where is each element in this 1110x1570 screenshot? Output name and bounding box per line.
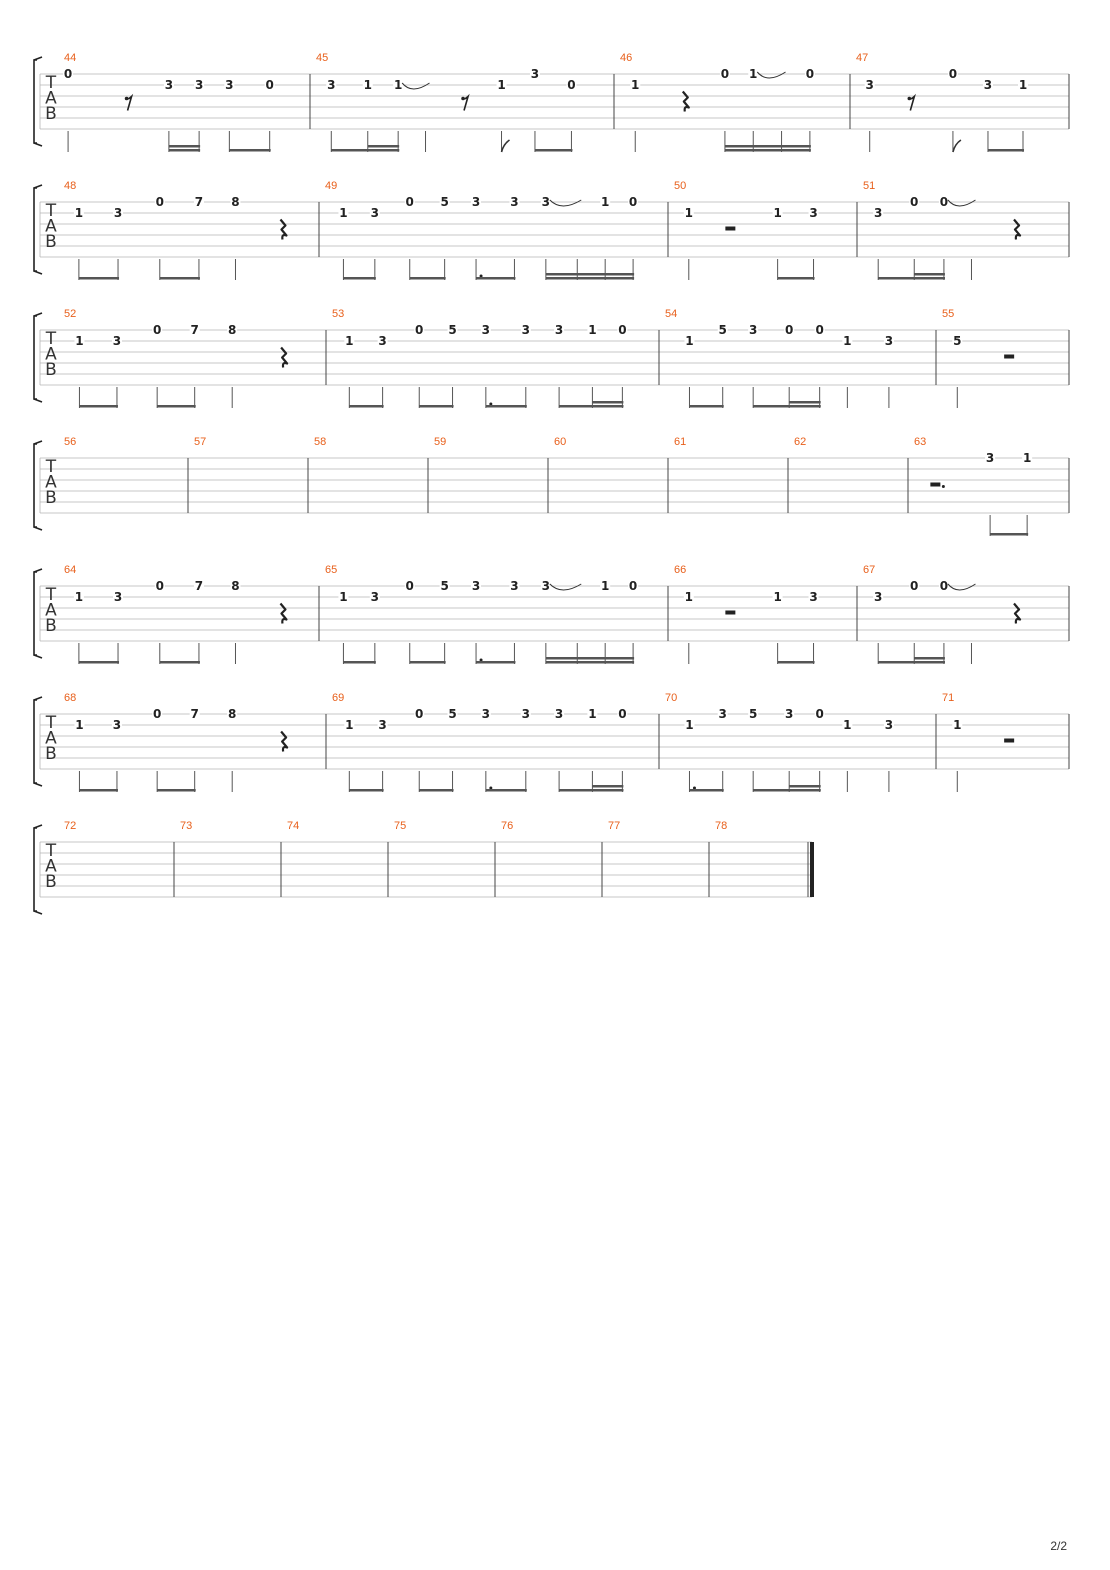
beam: [486, 405, 527, 408]
bracket-cap: [34, 697, 42, 700]
beam: [349, 405, 383, 408]
beam: [157, 405, 196, 408]
bracket-cap: [34, 783, 42, 786]
fret-number: 1: [339, 206, 348, 220]
fret-number: 1: [773, 206, 782, 220]
beam: [79, 405, 118, 408]
fret-number: 0: [815, 323, 824, 337]
bracket-cap: [34, 57, 42, 60]
fret-number: 1: [749, 67, 758, 81]
beam: [160, 277, 200, 280]
fret-number: 0: [948, 67, 958, 81]
beam: [990, 533, 1028, 536]
tab-clef-letter: T: [45, 457, 57, 477]
system-bracket: [34, 572, 37, 655]
beam: [157, 789, 196, 792]
beam: [592, 401, 623, 404]
half-rest: [930, 483, 940, 487]
fret-number: 7: [190, 707, 199, 721]
rest-dot: [942, 485, 945, 488]
fret-number: 0: [628, 579, 638, 593]
fret-number: 8: [228, 707, 237, 721]
fret-number: 1: [773, 590, 782, 604]
bracket-cap: [34, 569, 42, 572]
half-rest: [1004, 739, 1014, 743]
quarter-rest: [1014, 220, 1020, 240]
fret-number: 3: [884, 718, 894, 732]
measure-number: 77: [608, 820, 621, 832]
fret-number: 0: [63, 67, 73, 81]
fret-number: 3: [510, 579, 519, 593]
measure-number: 56: [64, 436, 77, 448]
beam: [725, 149, 811, 152]
tab-clef-letter: B: [45, 744, 57, 764]
measure-number: 72: [64, 820, 77, 832]
beam: [419, 789, 453, 792]
fret-number: 3: [327, 78, 336, 92]
fret-number: 1: [588, 707, 597, 721]
tab-clef-letter: B: [45, 616, 57, 636]
fret-number: 0: [415, 323, 424, 337]
fret-number: 0: [720, 67, 730, 81]
fret-number: 3: [884, 334, 894, 348]
fret-number: 5: [749, 707, 758, 721]
fret-number: 1: [684, 206, 693, 220]
tab-clef-letter: T: [45, 201, 57, 221]
fret-number: 1: [74, 206, 84, 220]
measure-number: 67: [863, 564, 876, 576]
measure-number: 46: [620, 52, 633, 64]
fret-number: 3: [985, 451, 995, 465]
fret-number: 1: [953, 718, 962, 732]
beam: [592, 785, 623, 788]
bracket-cap: [34, 271, 42, 274]
fret-number: 0: [152, 323, 162, 337]
beam: [419, 405, 453, 408]
beam: [486, 789, 527, 792]
measure-number: 60: [554, 436, 567, 448]
eighth-rest-dot: [908, 97, 912, 101]
beam: [546, 661, 634, 664]
measure-number: 61: [674, 436, 687, 448]
tie-arc: [550, 584, 581, 590]
eighth-rest-dot: [461, 97, 465, 101]
beam: [169, 145, 200, 148]
beam: [789, 785, 820, 788]
quarter-rest: [280, 220, 286, 240]
fret-number: 3: [809, 206, 818, 220]
beam: [789, 405, 820, 408]
bracket-cap: [34, 185, 42, 188]
tab-clef-letter: T: [45, 329, 57, 349]
fret-number: 1: [75, 718, 84, 732]
beam: [914, 661, 945, 664]
fret-number: 3: [194, 78, 204, 92]
fret-number: 8: [231, 195, 240, 209]
beam: [546, 657, 634, 660]
beam: [592, 405, 623, 408]
bracket-cap: [34, 655, 42, 658]
fret-number: 3: [554, 323, 564, 337]
fret-number: 1: [684, 590, 693, 604]
fret-number: 1: [685, 334, 694, 348]
system-bracket: [34, 444, 37, 527]
beam: [988, 149, 1024, 152]
fret-number: 0: [910, 579, 919, 593]
system-bracket: [34, 60, 37, 143]
measure-number: 45: [316, 52, 329, 64]
beam: [914, 273, 945, 276]
fret-number: 1: [363, 78, 372, 92]
eighth-rest-dot: [125, 97, 129, 101]
beam: [79, 661, 119, 664]
fret-number: 0: [805, 67, 815, 81]
measure-number: 51: [863, 180, 876, 192]
measure-number: 71: [942, 692, 955, 704]
fret-number: 5: [718, 323, 727, 337]
fret-number: 0: [939, 195, 949, 209]
fret-number: 0: [910, 195, 919, 209]
measure-number: 63: [914, 436, 927, 448]
measure-number: 55: [942, 308, 955, 320]
beam: [79, 277, 119, 280]
beam: [343, 277, 375, 280]
tab-clef-letter: T: [45, 73, 57, 93]
fret-number: 1: [75, 334, 84, 348]
bracket-cap: [34, 911, 42, 914]
bracket-cap: [34, 441, 42, 444]
tie-arc: [402, 83, 429, 89]
fret-number: 0: [618, 707, 627, 721]
measure-number: 74: [287, 820, 300, 832]
system-bracket: [34, 188, 37, 271]
fret-number: 5: [440, 579, 449, 593]
tie-arc: [757, 72, 785, 78]
measure-number: 47: [856, 52, 869, 64]
fret-number: 1: [345, 334, 354, 348]
fret-number: 1: [685, 718, 694, 732]
fret-number: 3: [481, 323, 491, 337]
bracket-cap: [34, 313, 42, 316]
bracket-cap: [34, 399, 42, 402]
beam: [476, 661, 515, 664]
beam: [592, 789, 623, 792]
beam: [914, 657, 945, 660]
final-barline-thick: [810, 842, 814, 897]
measure-number: 69: [332, 692, 345, 704]
beam: [546, 273, 634, 276]
measure-number: 48: [64, 180, 77, 192]
fret-number: 0: [152, 707, 162, 721]
fret-number: 1: [601, 195, 610, 209]
fret-number: 3: [785, 707, 794, 721]
fret-number: 3: [378, 718, 387, 732]
fret-number: 3: [983, 78, 993, 92]
measure-number: 66: [674, 564, 687, 576]
fret-number: 3: [541, 579, 551, 593]
tab-clef-letter: T: [45, 841, 57, 861]
measure-number: 49: [325, 180, 338, 192]
tie-arc: [948, 584, 976, 590]
tab-clef-letter: A: [45, 88, 57, 109]
measure-number: 53: [332, 308, 345, 320]
fret-number: 1: [1018, 78, 1028, 92]
tab-clef-letter: B: [45, 488, 57, 508]
fret-number: 3: [521, 323, 530, 337]
tab-clef-letter: A: [45, 472, 57, 493]
beam: [789, 401, 820, 404]
fret-number: 3: [865, 78, 874, 92]
system-bracket: [34, 316, 37, 399]
tab-clef-letter: A: [45, 856, 57, 877]
beam: [169, 149, 200, 152]
measure-number: 62: [794, 436, 807, 448]
measure-number: 44: [64, 52, 77, 64]
fret-number: 0: [155, 579, 164, 593]
beam: [410, 277, 446, 280]
fret-number: 1: [843, 334, 852, 348]
fret-number: 3: [481, 707, 491, 721]
fret-number: 0: [567, 78, 576, 92]
fret-number: 1: [345, 718, 354, 732]
note-flag: [502, 140, 510, 152]
fret-number: 3: [471, 579, 481, 593]
beam: [778, 277, 815, 280]
measure-number: 68: [64, 692, 77, 704]
beam: [368, 149, 399, 152]
quarter-rest: [281, 348, 287, 368]
measure-number: 54: [665, 308, 678, 320]
fret-number: 3: [554, 707, 564, 721]
half-rest: [1004, 355, 1014, 359]
fret-number: 8: [228, 323, 237, 337]
fret-number: 1: [339, 590, 348, 604]
fret-number: 1: [497, 78, 506, 92]
system-bracket: [34, 828, 37, 911]
fret-number: 5: [448, 323, 457, 337]
fret-number: 3: [471, 195, 481, 209]
fret-number: 3: [112, 718, 122, 732]
beam: [410, 661, 446, 664]
fret-number: 3: [112, 334, 122, 348]
fret-number: 7: [190, 323, 199, 337]
beam: [343, 661, 375, 664]
fret-number: 0: [405, 195, 414, 209]
measure-number: 58: [314, 436, 327, 448]
tab-clef-letter: T: [45, 585, 57, 605]
fret-number: 3: [530, 67, 540, 81]
fret-number: 3: [541, 195, 551, 209]
tie-arc: [550, 200, 581, 206]
quarter-rest: [281, 732, 287, 752]
bracket-cap: [34, 527, 42, 530]
fret-number: 5: [448, 707, 457, 721]
fret-number: 1: [631, 78, 640, 92]
fret-number: 3: [809, 590, 818, 604]
fret-number: 0: [628, 195, 638, 209]
fret-number: 7: [194, 195, 204, 209]
beam: [546, 277, 634, 280]
beam: [725, 145, 811, 148]
fret-number: 3: [521, 707, 530, 721]
beam: [789, 789, 820, 792]
beam: [689, 405, 723, 408]
quarter-rest: [280, 604, 286, 624]
fret-number: 3: [113, 206, 123, 220]
measure-number: 65: [325, 564, 338, 576]
fret-number: 5: [440, 195, 449, 209]
fret-number: 0: [815, 707, 824, 721]
fret-number: 1: [601, 579, 610, 593]
measure-number: 76: [501, 820, 514, 832]
system-bracket: [34, 700, 37, 783]
fret-number: 3: [378, 334, 387, 348]
fret-number: 8: [231, 579, 240, 593]
fret-number: 1: [393, 78, 403, 92]
fret-number: 0: [618, 323, 627, 337]
fret-number: 3: [718, 707, 727, 721]
fret-number: 0: [415, 707, 424, 721]
fret-number: 5: [953, 334, 962, 348]
note-flag: [953, 140, 961, 152]
fret-number: 7: [194, 579, 204, 593]
fret-number: 3: [510, 195, 519, 209]
tab-clef-letter: B: [45, 104, 57, 124]
fret-number: 1: [588, 323, 597, 337]
beam: [79, 789, 118, 792]
tab-clef-letter: A: [45, 216, 57, 237]
quarter-rest: [1014, 604, 1020, 624]
fret-number: 0: [265, 78, 274, 92]
beam: [229, 149, 270, 152]
fret-number: 0: [785, 323, 794, 337]
quarter-rest: [683, 92, 689, 112]
measure-number: 78: [715, 820, 728, 832]
beam: [914, 277, 945, 280]
beam: [778, 661, 815, 664]
tab-clef-letter: B: [45, 232, 57, 252]
measure-number: 59: [434, 436, 447, 448]
beam: [476, 277, 515, 280]
fret-number: 0: [155, 195, 164, 209]
half-rest: [725, 227, 735, 231]
tie-arc: [948, 200, 976, 206]
beam: [160, 661, 200, 664]
measure-number: 52: [64, 308, 77, 320]
tab-clef-letter: B: [45, 360, 57, 380]
bracket-cap: [34, 143, 42, 146]
fret-number: 1: [843, 718, 852, 732]
fret-number: 3: [370, 590, 380, 604]
page-number: 2/2: [1050, 1539, 1067, 1553]
fret-number: 3: [874, 206, 883, 220]
fret-number: 3: [874, 590, 883, 604]
beam: [368, 145, 399, 148]
measure-number: 57: [194, 436, 207, 448]
tab-clef-letter: A: [45, 728, 57, 749]
bracket-cap: [34, 825, 42, 828]
fret-number: 0: [405, 579, 414, 593]
half-rest: [725, 611, 735, 615]
beam: [349, 789, 383, 792]
beam: [535, 149, 572, 152]
tab-clef-letter: A: [45, 344, 57, 365]
measure-number: 50: [674, 180, 687, 192]
tab-clef-letter: A: [45, 600, 57, 621]
fret-number: 3: [225, 78, 234, 92]
tab-clef-letter: T: [45, 713, 57, 733]
fret-number: 3: [113, 590, 123, 604]
measure-number: 73: [180, 820, 193, 832]
beam: [689, 789, 723, 792]
measure-number: 75: [394, 820, 407, 832]
measure-number: 70: [665, 692, 678, 704]
fret-number: 0: [939, 579, 949, 593]
tab-clef-letter: B: [45, 872, 57, 892]
fret-number: 1: [74, 590, 84, 604]
fret-number: 1: [1022, 451, 1032, 465]
fret-number: 3: [164, 78, 174, 92]
fret-number: 3: [370, 206, 380, 220]
measure-number: 64: [64, 564, 77, 576]
fret-number: 3: [749, 323, 758, 337]
